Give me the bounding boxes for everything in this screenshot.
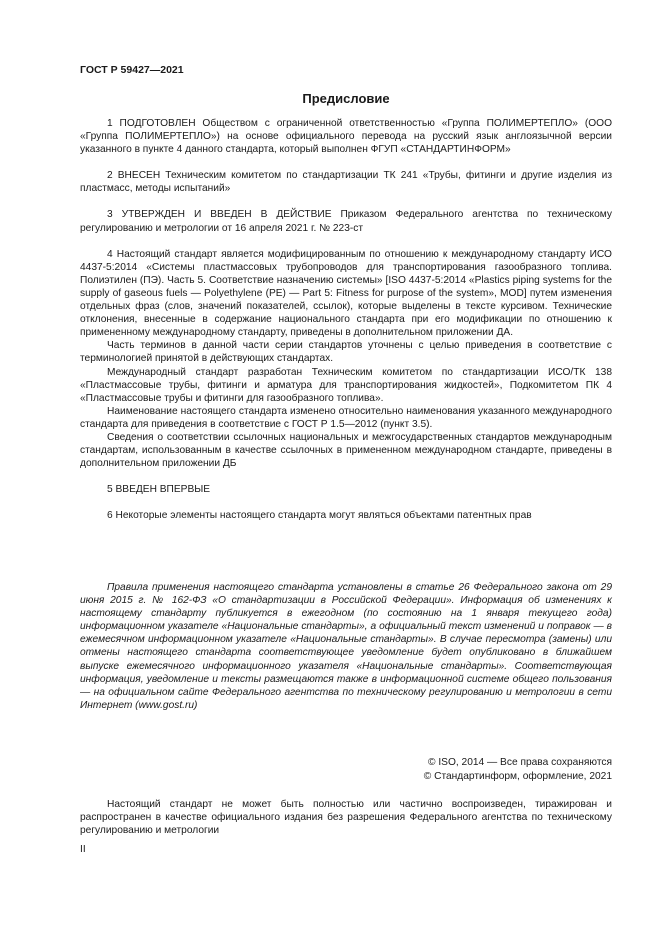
foreword-item-5: 5 ВВЕДЕН ВПЕРВЫЕ (107, 484, 211, 496)
notice-text: Правила применения настоящего стандарта установлены в статье 26 Федерального закона от 29 июня 2015 г. № 162-ФЗ «О стандартизации в Российской Федерации». Информация об изменениях к настоящему стандарту публикуется в ежегодном (по состоянию на 1 января текущего года) информационном указателе «Национальные стандарты», а официальный текст изменений и поправок — в ежемесячном информационном указателе «Национальные стандарты». В случае пересмотра (замены) или отмены настоящего стандарта соответствующее уведомление будет опубликовано в ближайшем выпуске ежемесячного информационного указателя «Национальные стандарты». Соответствующая информация, уведомление и тексты размещаются также в информационной системе общего пользования — на официальном сайте Федерального агентства по техническому регулированию и метрологии в сети Интернет (www.gost.ru) (80, 582, 612, 711)
foreword-item-6: 6 Некоторые элементы настоящего стандарта могут являться объектами патентных прав (107, 510, 532, 522)
page-number: II (80, 844, 86, 855)
copyright-block (424, 756, 612, 784)
foreword-item-1: 1 ПОДГОТОВЛЕН Обществом с ограниченной ответственностью «Группа ПОЛИМЕРТЕПЛО» (ООО «Группа ПОЛИМЕРТЕПЛО») на основе официального перевода на русский язык англоязычной версии указанного в пункте 4 данного стандарта, который выполнен ФГУП «СТАНДАРТИНФОРМ» (80, 118, 612, 156)
foreword-item-4-terms: Часть терминов в данной части серии стандартов уточнены с целью приведения в соответствие с терминологией принятой в действующих стандартах. (80, 340, 612, 365)
foreword-body (80, 117, 612, 522)
foreword-item-2: 2 ВНЕСЕН Техническим комитетом по стандартизации ТК 241 «Трубы, фитинги и другие изделия из пластмасс, методы испытаний» (80, 170, 612, 195)
foreword-item-4: 4 Настоящий стандарт является модифицированным по отношению к международному стандарту ИСО 4437-5:2014 «Системы пластмассовых трубопроводов для транспортирования газообразного топлива. Полиэтилен (ПЭ). Часть 5. Соответствие назначению системы» [ISO 4437-5:2014 «Plastics piping systems for the supply of gaseous fuels — Polyethylene (PE) — Part 5: Fitness for purpose of the system», MOD] путем изменения отдельных фраз (слов, значений показателей, ссылок), которые выделены в тексте курсивом. Технические отклонения, внесенные в содержание национального стандарта при его модификации по отношению к примененному международному стандарту, приведены в дополнительном приложении ДА. (80, 248, 612, 339)
foreword-item-3: 3 УТВЕРЖДЕН И ВВЕДЕН В ДЕЙСТВИЕ Приказом Федерального агентства по техническому регулированию и метрологии от 16 апреля 2021 г. № 223-ст (80, 209, 612, 234)
foreword-item-4-references: Сведения о соответствии ссылочных национальных и межгосударственных стандартов международным стандартам, использованным в качестве ссылочных в примененном международном стандарте, приведены в дополнительном приложении ДБ (80, 431, 612, 470)
reproduction-notice (80, 798, 612, 837)
copyright-iso: © ISO, 2014 — Все права сохраняются (428, 757, 612, 768)
foreword-item-4-name-change: Наименование настоящего стандарта изменено относительно наименования указанного международного стандарта для приведения в соответствие с ГОСТ Р 1.5—2012 (пункт 3.5). (80, 405, 612, 430)
foreword-item-4-committee: Международный стандарт разработан Техническим комитетом по стандартизации ИСО/ТК 138 «Пластмассовые трубы, фитинги и арматура для транспортирования жидкостей», Подкомитетом ПК 4 «Пластмассовые трубы и фитинги для газообразного топлива». (80, 366, 612, 404)
copyright-standartinform: © Стандартинформ, оформление, 2021 (423, 771, 612, 782)
document-code-header: ГОСТ Р 59427—2021 (80, 64, 184, 76)
application-rules-notice (80, 581, 612, 712)
page-title: Предисловие (302, 91, 390, 106)
reproduction-text: Настоящий стандарт не может быть полностью или частично воспроизведен, тиражирован и распространен в качестве официального издания без разрешения Федерального агентства по техническому регулированию и метрологии (80, 799, 612, 837)
